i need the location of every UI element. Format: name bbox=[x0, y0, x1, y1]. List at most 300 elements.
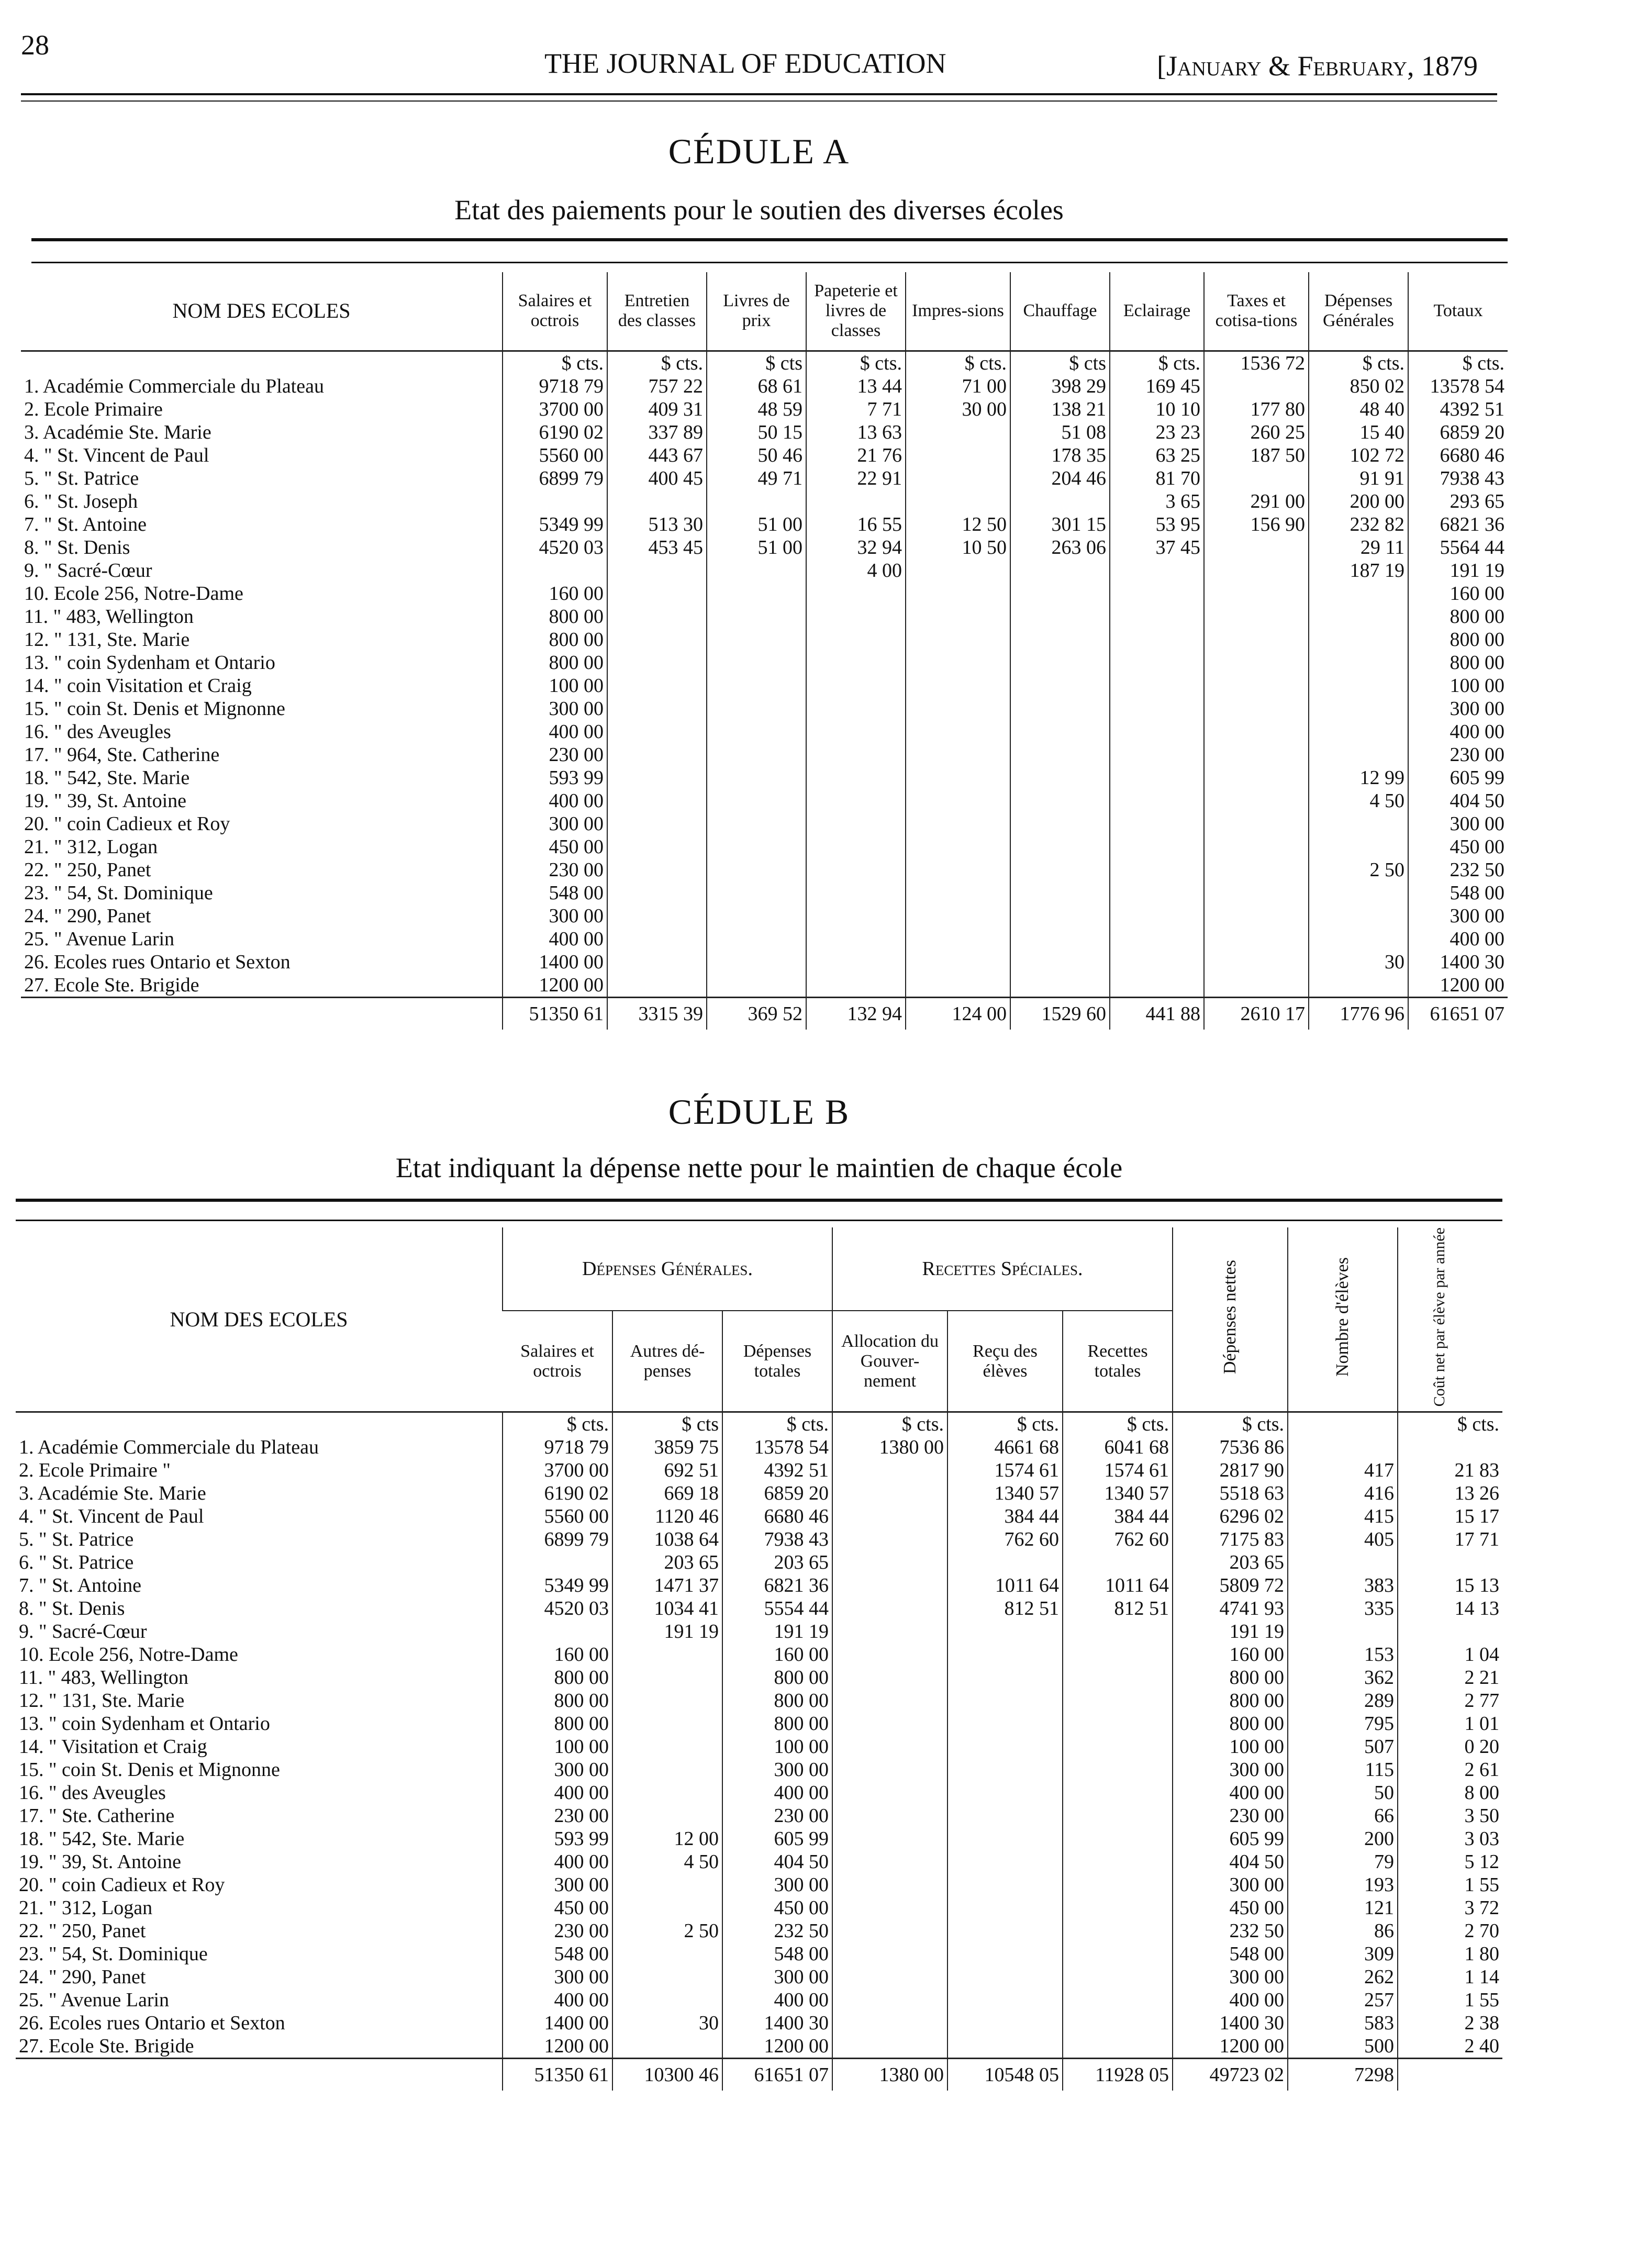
value-cell: $ cts. bbox=[503, 1412, 612, 1436]
value-cell: 369 52 bbox=[707, 997, 806, 1030]
value-cell bbox=[1063, 1873, 1173, 1896]
value-cell bbox=[1063, 2012, 1173, 2035]
value-cell: 50 15 bbox=[707, 421, 806, 444]
value-cell bbox=[832, 1551, 947, 1574]
value-cell bbox=[607, 835, 707, 858]
value-cell: 450 00 bbox=[1173, 1896, 1288, 1919]
school-name-cell bbox=[16, 2059, 503, 2091]
value-cell bbox=[1204, 720, 1309, 743]
value-cell: 300 00 bbox=[503, 1965, 612, 1988]
value-cell: 51350 61 bbox=[503, 997, 607, 1030]
value-cell: 12 50 bbox=[906, 513, 1010, 536]
value-cell bbox=[832, 2012, 947, 2035]
value-cell bbox=[1010, 674, 1110, 697]
value-cell bbox=[612, 1965, 722, 1988]
value-cell bbox=[1204, 812, 1309, 835]
table-row bbox=[16, 1528, 1502, 1551]
value-cell: 800 00 bbox=[503, 628, 607, 651]
value-cell: 12 00 bbox=[612, 1827, 722, 1850]
value-cell bbox=[832, 1528, 947, 1551]
value-cell: 300 00 bbox=[722, 1873, 832, 1896]
value-cell: 1400 00 bbox=[503, 951, 607, 974]
value-cell bbox=[1309, 651, 1408, 674]
value-cell bbox=[832, 1597, 947, 1620]
value-cell: 15 40 bbox=[1309, 421, 1408, 444]
col-header: Totaux bbox=[1408, 272, 1508, 351]
value-cell: 400 00 bbox=[503, 720, 607, 743]
school-name-cell: 11. " 483, Wellington bbox=[19, 1667, 188, 1689]
value-cell: 203 65 bbox=[612, 1551, 722, 1574]
value-cell bbox=[906, 651, 1010, 674]
value-cell: 3700 00 bbox=[503, 1459, 612, 1482]
value-cell bbox=[607, 904, 707, 928]
value-cell: 230 00 bbox=[503, 858, 607, 881]
value-cell: 11928 05 bbox=[1063, 2059, 1173, 2091]
value-cell: 63 25 bbox=[1110, 444, 1204, 467]
school-name-cell: 22. " 250, Panet bbox=[19, 1920, 146, 1942]
school-name-cell: 16. " des Aveugles bbox=[19, 1782, 166, 1804]
value-cell bbox=[707, 881, 806, 904]
value-cell bbox=[1110, 835, 1204, 858]
value-cell: 187 50 bbox=[1204, 444, 1309, 467]
value-cell: 6041 68 bbox=[1063, 1436, 1173, 1459]
value-cell: 232 50 bbox=[1408, 858, 1508, 881]
value-cell bbox=[707, 490, 806, 513]
value-cell: 160 00 bbox=[722, 1643, 832, 1666]
value-cell bbox=[607, 674, 707, 697]
value-cell: 800 00 bbox=[1408, 651, 1508, 674]
school-name-cell: 17. " Ste. Catherine bbox=[19, 1805, 175, 1827]
table-row bbox=[16, 1827, 1502, 1850]
col-header-vertical: Dépenses nettes bbox=[1220, 1260, 1240, 1375]
value-cell: 400 00 bbox=[722, 1781, 832, 1804]
value-cell bbox=[1204, 743, 1309, 766]
value-cell: 400 00 bbox=[503, 928, 607, 951]
value-cell bbox=[1010, 651, 1110, 674]
value-cell: 16 55 bbox=[806, 513, 906, 536]
cedule-a-top-rule bbox=[31, 238, 1508, 241]
value-cell bbox=[832, 1965, 947, 1988]
value-cell bbox=[1309, 928, 1408, 951]
value-cell bbox=[1010, 835, 1110, 858]
value-cell bbox=[1110, 974, 1204, 998]
col-header: Chauffage bbox=[1010, 272, 1110, 351]
value-cell bbox=[1010, 628, 1110, 651]
value-cell bbox=[1110, 881, 1204, 904]
school-name-cell: 9. " Sacré-Cœur bbox=[24, 559, 152, 582]
value-cell: 48 59 bbox=[707, 398, 806, 421]
value-cell: 362 bbox=[1288, 1666, 1398, 1689]
table-row bbox=[21, 928, 1508, 951]
value-cell: 3 65 bbox=[1110, 490, 1204, 513]
value-cell: 6680 46 bbox=[1408, 444, 1508, 467]
value-cell: 453 45 bbox=[607, 536, 707, 559]
value-cell: 191 19 bbox=[612, 1620, 722, 1643]
value-cell bbox=[1204, 974, 1309, 998]
school-name-cell: 23. " 54, St. Dominique bbox=[19, 1943, 208, 1965]
table-row bbox=[21, 674, 1508, 697]
value-cell bbox=[832, 1459, 947, 1482]
value-cell bbox=[806, 766, 906, 789]
table-row bbox=[16, 1896, 1502, 1919]
value-cell bbox=[806, 582, 906, 605]
cedule-b-top-rule bbox=[16, 1199, 1502, 1202]
value-cell bbox=[1063, 1896, 1173, 1919]
value-cell bbox=[906, 674, 1010, 697]
value-cell: 9718 79 bbox=[503, 375, 607, 398]
value-cell bbox=[1063, 1804, 1173, 1827]
value-cell bbox=[947, 1850, 1063, 1873]
value-cell: 400 00 bbox=[1173, 1988, 1288, 2012]
school-name-cell: 17. " 964, Ste. Catherine bbox=[24, 743, 220, 766]
value-cell bbox=[1110, 674, 1204, 697]
value-cell: 800 00 bbox=[1408, 628, 1508, 651]
value-cell: 2817 90 bbox=[1173, 1459, 1288, 1482]
school-name-cell: 16. " des Aveugles bbox=[24, 720, 171, 743]
value-cell bbox=[612, 1988, 722, 2012]
value-cell bbox=[1010, 881, 1110, 904]
table-row bbox=[16, 1758, 1502, 1781]
units-row bbox=[16, 1412, 1502, 1436]
cedule-b-body bbox=[16, 1412, 1502, 2091]
value-cell: 300 00 bbox=[503, 1758, 612, 1781]
value-cell: 160 00 bbox=[503, 582, 607, 605]
value-cell: 1574 61 bbox=[1063, 1459, 1173, 1482]
value-cell bbox=[1063, 1781, 1173, 1804]
value-cell bbox=[947, 2035, 1063, 2059]
value-cell bbox=[1309, 743, 1408, 766]
school-name-cell: 7. " St. Antoine bbox=[24, 513, 147, 535]
value-cell: 230 00 bbox=[503, 1919, 612, 1942]
value-cell: 3315 39 bbox=[607, 997, 707, 1030]
school-name-cell: 13. " coin Sydenham et Ontario bbox=[24, 651, 275, 674]
school-name-cell: 14. " Visitation et Craig bbox=[19, 1736, 207, 1758]
table-row bbox=[21, 582, 1508, 605]
value-cell: 200 bbox=[1288, 1827, 1398, 1850]
value-cell bbox=[707, 928, 806, 951]
value-cell bbox=[612, 1758, 722, 1781]
value-cell: 2 50 bbox=[612, 1919, 722, 1942]
value-cell bbox=[947, 2012, 1063, 2035]
value-cell bbox=[1110, 697, 1204, 720]
col-header: Livres de prix bbox=[707, 272, 806, 351]
value-cell bbox=[612, 1781, 722, 1804]
value-cell bbox=[707, 951, 806, 974]
table-row bbox=[16, 1551, 1502, 1574]
value-cell bbox=[1110, 858, 1204, 881]
value-cell: $ cts. bbox=[1309, 351, 1408, 375]
value-cell: 1776 96 bbox=[1309, 997, 1408, 1030]
table-row bbox=[16, 1712, 1502, 1735]
value-cell bbox=[806, 835, 906, 858]
header-rule bbox=[21, 93, 1497, 95]
value-cell: 100 00 bbox=[1173, 1735, 1288, 1758]
value-cell bbox=[1063, 1965, 1173, 1988]
value-cell: 4661 68 bbox=[947, 1436, 1063, 1459]
school-name-cell bbox=[16, 1412, 503, 1436]
value-cell: 5560 00 bbox=[503, 444, 607, 467]
value-cell bbox=[906, 951, 1010, 974]
value-cell: 61651 07 bbox=[722, 2059, 832, 2091]
value-cell: 232 82 bbox=[1309, 513, 1408, 536]
value-cell: 2 61 bbox=[1398, 1758, 1502, 1781]
cedule-a-body bbox=[21, 351, 1508, 1030]
value-cell: 383 bbox=[1288, 1574, 1398, 1597]
value-cell bbox=[1010, 490, 1110, 513]
school-name-cell: 25. " Avenue Larin bbox=[24, 928, 175, 950]
school-name-cell: 5. " St. Patrice bbox=[19, 1528, 134, 1551]
value-cell: 1 55 bbox=[1398, 1873, 1502, 1896]
value-cell bbox=[707, 582, 806, 605]
value-cell: 800 00 bbox=[503, 605, 607, 628]
value-cell: 203 65 bbox=[722, 1551, 832, 1574]
value-cell: 1034 41 bbox=[612, 1597, 722, 1620]
table-row bbox=[16, 1919, 1502, 1942]
value-cell: 260 25 bbox=[1204, 421, 1309, 444]
value-cell bbox=[607, 881, 707, 904]
value-cell bbox=[1309, 674, 1408, 697]
value-cell: 548 00 bbox=[503, 1942, 612, 1965]
value-cell: 13 44 bbox=[806, 375, 906, 398]
value-cell: 22 91 bbox=[806, 467, 906, 490]
school-name-cell: 24. " 290, Panet bbox=[24, 904, 151, 927]
value-cell: 1200 00 bbox=[722, 2035, 832, 2059]
value-cell: 400 00 bbox=[503, 789, 607, 812]
value-cell: 50 bbox=[1288, 1781, 1398, 1804]
value-cell: 2 70 bbox=[1398, 1919, 1502, 1942]
value-cell: 416 bbox=[1288, 1482, 1398, 1505]
school-name-cell: 20. " coin Cadieux et Roy bbox=[19, 1874, 225, 1896]
value-cell bbox=[707, 743, 806, 766]
value-cell bbox=[503, 559, 607, 582]
table-row bbox=[16, 1574, 1502, 1597]
value-cell bbox=[707, 858, 806, 881]
value-cell bbox=[906, 421, 1010, 444]
value-cell: 4520 03 bbox=[503, 1597, 612, 1620]
value-cell: 300 00 bbox=[503, 697, 607, 720]
value-cell bbox=[1204, 928, 1309, 951]
value-cell: 1200 00 bbox=[503, 2035, 612, 2059]
value-cell: 51 08 bbox=[1010, 421, 1110, 444]
school-name-cell: 26. Ecoles rues Ontario et Sexton bbox=[19, 2012, 285, 2035]
col-header: Autres dé-penses bbox=[612, 1311, 722, 1412]
cedule-a-title: CÉDULE A bbox=[668, 131, 850, 171]
cedule-a-table bbox=[21, 272, 1508, 1030]
value-cell: 1380 00 bbox=[832, 1436, 947, 1459]
school-name-cell: 14. " coin Visitation et Craig bbox=[24, 674, 252, 697]
table-row bbox=[16, 1804, 1502, 1827]
table-row bbox=[21, 743, 1508, 766]
value-cell: 2 77 bbox=[1398, 1689, 1502, 1712]
col-header: Papeterie et livres de classes bbox=[806, 272, 906, 351]
value-cell bbox=[1110, 812, 1204, 835]
value-cell bbox=[612, 1804, 722, 1827]
value-cell: 405 bbox=[1288, 1528, 1398, 1551]
value-cell: 191 19 bbox=[722, 1620, 832, 1643]
value-cell bbox=[1309, 605, 1408, 628]
value-cell bbox=[707, 720, 806, 743]
value-cell: 7 71 bbox=[806, 398, 906, 421]
value-cell bbox=[906, 697, 1010, 720]
value-cell bbox=[607, 928, 707, 951]
value-cell: 8 00 bbox=[1398, 1781, 1502, 1804]
value-cell: 300 00 bbox=[1408, 697, 1508, 720]
value-cell: 263 06 bbox=[1010, 536, 1110, 559]
value-cell: 10300 46 bbox=[612, 2059, 722, 2091]
table-row bbox=[21, 720, 1508, 743]
value-cell: 6190 02 bbox=[503, 421, 607, 444]
table-row bbox=[16, 1781, 1502, 1804]
value-cell bbox=[1110, 951, 1204, 974]
value-cell: 2610 17 bbox=[1204, 997, 1309, 1030]
table-row bbox=[16, 1482, 1502, 1505]
school-name-cell: 10. Ecole 256, Notre-Dame bbox=[19, 1644, 238, 1666]
value-cell: 400 00 bbox=[722, 1988, 832, 2012]
value-cell: 15 13 bbox=[1398, 1574, 1502, 1597]
table-row bbox=[16, 2012, 1502, 2035]
value-cell bbox=[1204, 951, 1309, 974]
value-cell bbox=[1204, 375, 1309, 398]
value-cell: 548 00 bbox=[722, 1942, 832, 1965]
value-cell bbox=[906, 812, 1010, 835]
value-cell bbox=[612, 1643, 722, 1666]
value-cell: 30 00 bbox=[906, 398, 1010, 421]
value-cell bbox=[707, 974, 806, 998]
value-cell: 850 02 bbox=[1309, 375, 1408, 398]
value-cell bbox=[906, 881, 1010, 904]
value-cell: 812 51 bbox=[1063, 1597, 1173, 1620]
value-cell bbox=[806, 720, 906, 743]
value-cell bbox=[503, 490, 607, 513]
value-cell: 800 00 bbox=[722, 1666, 832, 1689]
value-cell: 400 00 bbox=[1173, 1781, 1288, 1804]
value-cell: 1 04 bbox=[1398, 1643, 1502, 1666]
value-cell: 6859 20 bbox=[1408, 421, 1508, 444]
value-cell: 86 bbox=[1288, 1919, 1398, 1942]
value-cell: 230 00 bbox=[1173, 1804, 1288, 1827]
col-header bbox=[1173, 1227, 1288, 1412]
value-cell: 5809 72 bbox=[1173, 1574, 1288, 1597]
value-cell: $ cts. bbox=[1408, 351, 1508, 375]
value-cell: 4 50 bbox=[612, 1850, 722, 1873]
value-cell bbox=[1204, 835, 1309, 858]
value-cell bbox=[906, 789, 1010, 812]
table-row bbox=[21, 628, 1508, 651]
table-row bbox=[16, 1505, 1502, 1528]
value-cell: 2 21 bbox=[1398, 1666, 1502, 1689]
value-cell: 300 00 bbox=[1173, 1758, 1288, 1781]
value-cell: 49 71 bbox=[707, 467, 806, 490]
value-cell: 2 50 bbox=[1309, 858, 1408, 881]
value-cell: 400 00 bbox=[503, 1850, 612, 1873]
value-cell bbox=[1288, 1551, 1398, 1574]
table-row bbox=[21, 490, 1508, 513]
value-cell: 51 00 bbox=[707, 513, 806, 536]
value-cell bbox=[806, 812, 906, 835]
value-cell: 300 00 bbox=[1173, 1965, 1288, 1988]
value-cell: 132 94 bbox=[806, 997, 906, 1030]
value-cell bbox=[1010, 812, 1110, 835]
value-cell: 692 51 bbox=[612, 1459, 722, 1482]
table-row bbox=[21, 858, 1508, 881]
value-cell bbox=[1110, 766, 1204, 789]
table-row bbox=[16, 1597, 1502, 1620]
value-cell: 121 bbox=[1288, 1896, 1398, 1919]
table-row bbox=[16, 1643, 1502, 1666]
value-cell: 102 72 bbox=[1309, 444, 1408, 467]
value-cell: 230 00 bbox=[503, 1804, 612, 1827]
value-cell bbox=[906, 559, 1010, 582]
school-name-cell: 19. " 39, St. Antoine bbox=[24, 789, 187, 812]
school-name-cell: 1. Académie Commerciale du Plateau bbox=[19, 1436, 319, 1459]
value-cell: $ cts. bbox=[947, 1412, 1063, 1436]
table-row bbox=[21, 651, 1508, 674]
value-cell: 593 99 bbox=[503, 766, 607, 789]
value-cell: 10 10 bbox=[1110, 398, 1204, 421]
school-name-cell: 20. " coin Cadieux et Roy bbox=[24, 812, 230, 835]
value-cell bbox=[607, 582, 707, 605]
value-cell bbox=[1110, 628, 1204, 651]
value-cell bbox=[947, 1896, 1063, 1919]
value-cell: 1 55 bbox=[1398, 1988, 1502, 2012]
value-cell: 178 35 bbox=[1010, 444, 1110, 467]
value-cell bbox=[607, 697, 707, 720]
table-row bbox=[16, 1873, 1502, 1896]
value-cell bbox=[1063, 1551, 1173, 1574]
value-cell bbox=[1204, 536, 1309, 559]
value-cell: 6899 79 bbox=[503, 1528, 612, 1551]
value-cell: 100 00 bbox=[503, 674, 607, 697]
value-cell: 10 50 bbox=[906, 536, 1010, 559]
value-cell: $ cts. bbox=[1173, 1412, 1288, 1436]
value-cell bbox=[1309, 835, 1408, 858]
cedule-b-title: CÉDULE B bbox=[668, 1092, 850, 1132]
table-row bbox=[21, 467, 1508, 490]
value-cell bbox=[707, 766, 806, 789]
value-cell: 500 bbox=[1288, 2035, 1398, 2059]
value-cell bbox=[906, 858, 1010, 881]
value-cell: 29 11 bbox=[1309, 536, 1408, 559]
value-cell: $ cts. bbox=[1110, 351, 1204, 375]
value-cell: $ cts. bbox=[806, 351, 906, 375]
value-cell: 232 50 bbox=[1173, 1919, 1288, 1942]
value-cell bbox=[1063, 1689, 1173, 1712]
school-name-cell: 18. " 542, Ste. Marie bbox=[24, 766, 190, 789]
value-cell: 1400 00 bbox=[503, 2012, 612, 2035]
value-cell: 6821 36 bbox=[722, 1574, 832, 1597]
col-header: NOM DES ECOLES bbox=[21, 272, 503, 351]
value-cell: 4520 03 bbox=[503, 536, 607, 559]
value-cell bbox=[1010, 928, 1110, 951]
col-header: Dépenses Générales bbox=[1309, 272, 1408, 351]
value-cell bbox=[832, 1666, 947, 1689]
school-name-cell: 12. " 131, Ste. Marie bbox=[19, 1690, 185, 1712]
value-cell bbox=[1204, 467, 1309, 490]
value-cell: 583 bbox=[1288, 2012, 1398, 2035]
value-cell bbox=[612, 1942, 722, 1965]
school-name-cell: 15. " coin St. Denis et Mignonne bbox=[24, 697, 285, 720]
value-cell bbox=[607, 858, 707, 881]
value-cell: 800 00 bbox=[1173, 1689, 1288, 1712]
value-cell bbox=[707, 628, 806, 651]
value-cell: 71 00 bbox=[906, 375, 1010, 398]
value-cell: 17 71 bbox=[1398, 1528, 1502, 1551]
value-cell: 800 00 bbox=[503, 1689, 612, 1712]
cedule-a-header-row bbox=[21, 272, 1508, 351]
value-cell bbox=[947, 1804, 1063, 1827]
totals-row bbox=[21, 997, 1508, 1030]
value-cell: 605 99 bbox=[722, 1827, 832, 1850]
